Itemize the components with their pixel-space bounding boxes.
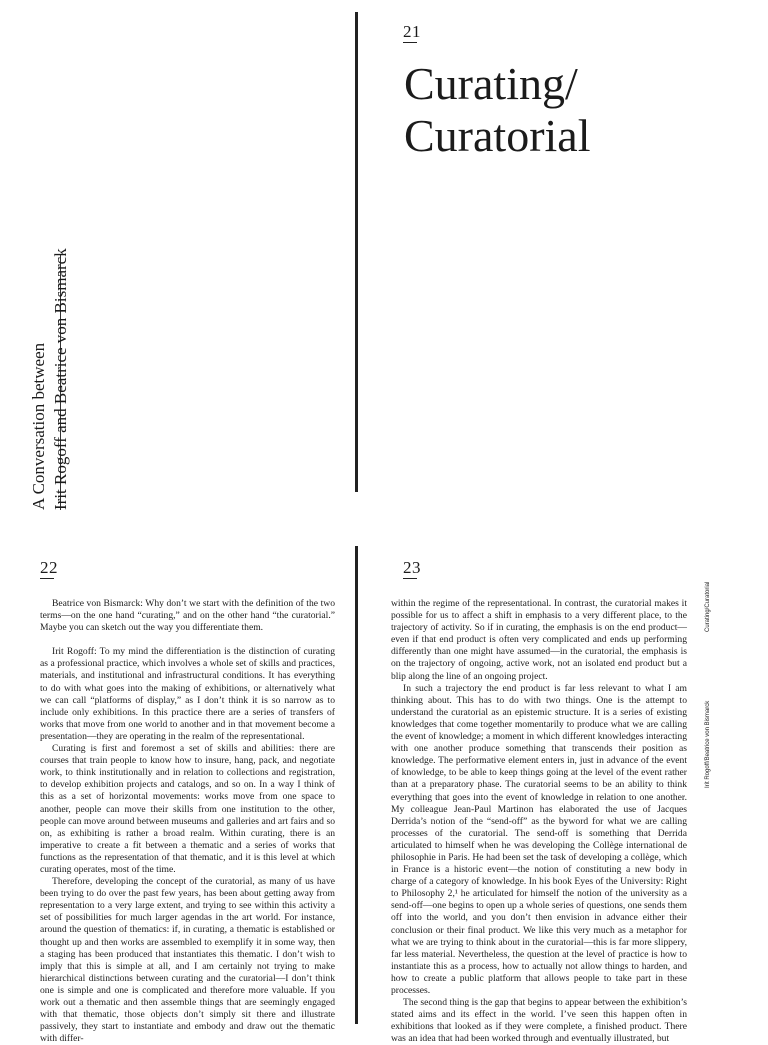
title-line-1: Curating/ [404, 58, 578, 109]
gutter-line [355, 546, 358, 1024]
running-head-title: Curating/Curatorial [705, 581, 711, 632]
page-number-23: 23 [403, 558, 421, 577]
paragraph: Beatrice von Bismarck: Why don’t we start with the definition of the two terms—on the one hand “curating,” and on the other hand “the curatorial.” Maybe you can sketch out the way you differentiate them. [40, 598, 335, 634]
paragraph: Curating is first and foremost a set of skills and abilities: there are courses that train people to know how to insure, hang, pack, and negotiate work, to think institutionally and in relation to collections and registration, to develop exhibition projects and catalogs, and so on. In a way I think of this as a set of horizontal movements: works move from one space to another, people can move their skills from one institution to the other, people can move around between museums and galleries and art fairs and so on, as exhibiting is rather a broad realm. Within curating, there is an imperative to create a fit between a thematic and a series of works that functions as the representation of that thematic, and it is this level at which curating operates, most of the time. [40, 743, 335, 875]
conversation-line-2: Irit Rogoff and Beatrice von Bismarck [51, 248, 70, 510]
conversation-title [28, 230, 72, 510]
bottom-spread [0, 512, 768, 1045]
paragraph: Therefore, developing the concept of the curatorial, as many of us have been trying to do over the past few years, has been about getting away from representation to a very large extent, and trying to see within this activity a set of possibilities for much larger agendas in the art world. For instance, around the question of thematics: if, in curating, a thematic is established or thought up and then works are assembled to exemplify it in some way, then a staging has been produced that instantiates this thematic. I don’t wish to imply that this is simple at all, and I am certainly not trying to make hierarchical distinctions between curating and the curatorial—I don’t think one is simple and one is complicated and therefore more valuable. If you work out a thematic and then assemble things that are seemingly engaged with that thematic, those objects don’t simply sit there and illustrate passively, they start to instantiate and embody and draw out the thematic with differ- [40, 876, 335, 1045]
chapter-title [404, 58, 591, 162]
left-text-column [40, 598, 335, 1045]
paragraph: In such a trajectory the end product is far less relevant to what I am thinking about. This has to do with two things. One is the attempt to understand the curatorial as an epistemic structure. It is a series of existing knowledges that come together momentarily to produce what we are calling the event of knowledge; a moment in which different knowledges interacting with one another produce something that transcends their position as knowledge. The performative element enters in, just in advance of the event of knowledge, to be able to keep things going at the level of the event rather than at a preparatory phase. The curatorial seems to be an ability to think everything that goes into the event of knowledge in relation to one another. My colleague Jean-Paul Martinon has elaborated the use of Jacques Derrida’s notion of the “send-off” as the byword for what we are calling processes of the curatorial. The send-off is something that Derrida articulated to himself when he was developing the Collège international de philosophie in Paris. He had been set the task of developing a collège, which in France is a historic event—the notion of constituting a new body in charge of a category of knowledge. In his book Eyes of the University: Right to Philosophy 2,¹ he articulated for himself the notion of the university as a send-off—one begins to open up a whole series of questions, one sends them off into the world, and you don’t then envision in advance either their conclusion or their final product. We like this very much as a metaphor for what we are trying to think about in the curatorial—this is far more slippery, far less material. Nevertheless, the question at the level of practice is how to instantiate this as a process, how to actually not allow things to harden, and how to create a public platform that allows people to take part in these processes. [391, 682, 687, 996]
page-number-22: 22 [40, 558, 58, 577]
page-number-21: 21 [403, 22, 421, 41]
conversation-line-1: A Conversation between [29, 342, 48, 510]
paragraph: Irit Rogoff: To my mind the differentiation is the distinction of curating as a professional practice, which involves a whole set of skills and practices, materials, and institutional and infrastructural conditions. It has everything to do with what goes into the making of exhibitions, or alternatively what we can call “platforms of display,” as I don’t think it is so narrow as to include only exhibitions. In this practice there are a series of transfers of works that move from one world to another and in that movement become a presentation—they are operating in the realm of the representational. [40, 646, 335, 742]
page-number-rule [403, 578, 417, 579]
running-head-authors: Irit Rogoff/Beatrice von Bismarck [705, 700, 711, 788]
paragraph: The second thing is the gap that begins to appear between the exhibition’s stated aims and its effect in the world. I’ve seen this happen often in exhibitions that looked as if they were complete, a finished product. There was an idea that had been worked through and eventually illustrated, but [391, 997, 687, 1045]
paragraph: within the regime of the representational. In contrast, the curatorial makes it possible for us to affect a shift in emphasis to a very different place, to the trajectory of activity. So if in curating, the emphasis is on the end product—even if that end product is often very complicated and ends up performing differently than one might have assumed—in the curatorial, the emphasis is on the trajectory of ongoing, active work, not an isolated end product but a blip along the line of an ongoing project. [391, 598, 687, 682]
gutter-line [355, 12, 358, 492]
page-number-rule [403, 42, 417, 43]
title-line-2: Curatorial [404, 110, 591, 161]
top-spread [0, 0, 768, 512]
page-number-rule [40, 578, 54, 579]
right-text-column [391, 598, 687, 1045]
